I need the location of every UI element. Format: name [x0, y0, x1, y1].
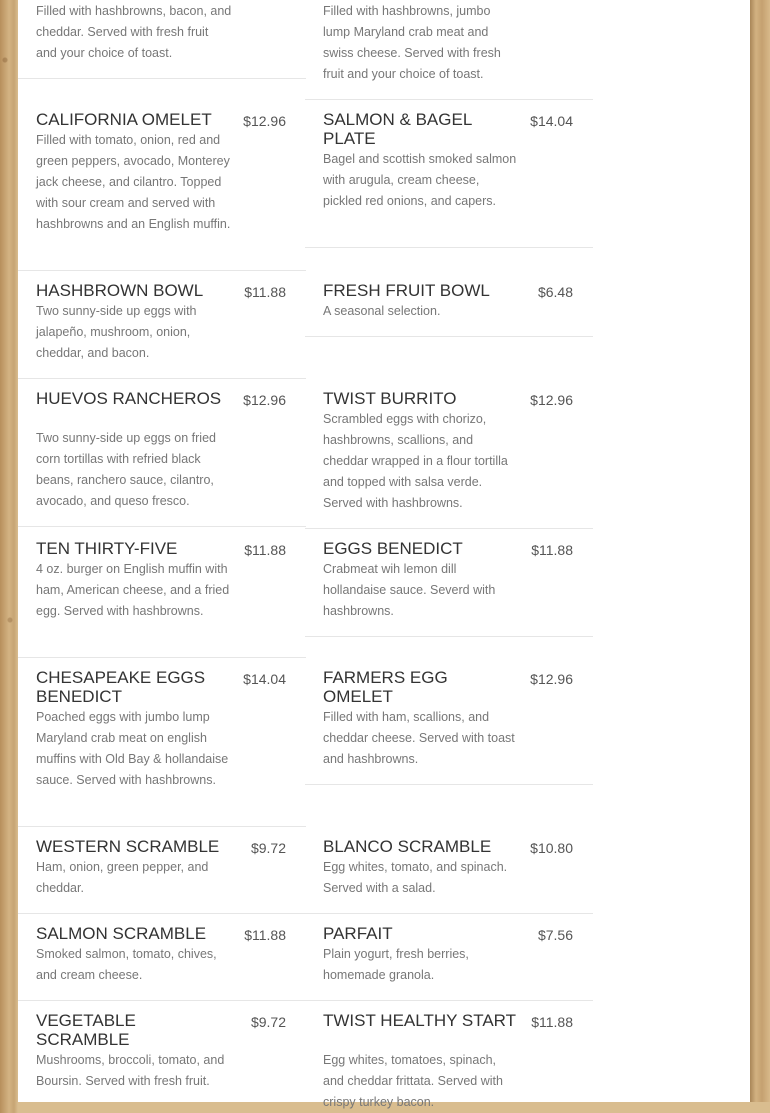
menu-item — [18, 658, 306, 827]
item-price: $12.96 — [530, 392, 573, 408]
item-price: $9.72 — [250, 840, 286, 856]
menu-item — [305, 248, 593, 337]
item-description: Crabmeat wih lemon dill hollandaise sauce. Severd with hashbrowns. — [323, 562, 496, 618]
item-description: Filled with hashbrowns, bacon, and cheddar. Served with fresh fruit and your choice of toast. — [36, 4, 232, 60]
item-description: 4 oz. burger on English muffin with ham, American cheese, and a fried egg. Served with hashbrowns. — [36, 562, 230, 618]
menu-item — [18, 827, 306, 914]
menu-item — [18, 0, 306, 79]
item-description: Filled with hashbrowns, jumbo lump Maryland crab meat and swiss cheese. Served with fresh fruit and your choice of toast. — [323, 4, 501, 81]
item-name: TWIST HEALTHY START — [323, 1011, 517, 1030]
item-description: Ham, onion, green pepper, and cheddar. — [36, 860, 209, 895]
menu-item — [305, 0, 593, 100]
item-name: WESTERN SCRAMBLE — [36, 837, 220, 856]
menu-item — [305, 914, 593, 1001]
menu-item — [305, 100, 593, 248]
item-name: EGGS BENEDICT — [323, 539, 463, 558]
item-description: Two sunny-side up eggs with jalapeño, mushroom, onion, cheddar, and bacon. — [36, 304, 197, 360]
menu-item — [305, 337, 593, 529]
menu-item — [305, 637, 593, 785]
item-name: BLANCO SCRAMBLE — [323, 837, 492, 856]
item-name: FRESH FRUIT BOWL — [323, 281, 490, 300]
item-description: Scrambled eggs with chorizo, hashbrowns, scallions, and cheddar wrapped in a flour tortilla and topped with salsa verde. Served with hashbrowns. — [323, 412, 508, 510]
item-price: $10.80 — [530, 840, 573, 856]
item-description: Poached eggs with jumbo lump Maryland crab meat on english muffins with Old Bay & hollandaise sauce. Served with hashbrowns. — [36, 710, 229, 787]
item-description: Filled with tomato, onion, red and green peppers, avocado, Monterey jack cheese, and cilantro. Topped with sour cream and served with hashbrowns and an English muffin. — [36, 133, 231, 231]
item-description: Smoked salmon, tomato, chives, and cream cheese. — [36, 947, 217, 982]
item-price: $7.56 — [537, 927, 573, 943]
item-name: SALMON SCRAMBLE — [36, 924, 207, 943]
item-price: $14.04 — [243, 671, 286, 687]
item-description: Bagel and scottish smoked salmon with arugula, cream cheese, pickled red onions, and capers. — [323, 152, 517, 208]
item-name: HASHBROWN BOWL — [36, 281, 204, 300]
menu-item — [305, 529, 593, 637]
item-description: Mushrooms, broccoli, tomato, and Boursin. Served with fresh fruit. — [36, 1053, 225, 1088]
item-name: CHESAPEAKE EGGS BENEDICT — [36, 668, 206, 706]
item-description: Plain yogurt, fresh berries, homemade granola. — [323, 947, 469, 982]
item-price: $11.88 — [244, 927, 286, 943]
item-price: $6.48 — [537, 284, 573, 300]
menu-panel — [18, 0, 750, 1109]
item-name: PARFAIT — [323, 924, 393, 943]
item-name: SALMON & BAGEL PLATE — [323, 110, 472, 148]
item-price: $11.88 — [244, 284, 286, 300]
menu-item — [305, 1001, 593, 1109]
item-name: VEGETABLE SCRAMBLE — [36, 1011, 136, 1049]
item-description: Two sunny-side up eggs on fried corn tortillas with refried black beans, ranchero sauce, cilantro, avocado, and queso fresco. — [36, 431, 216, 508]
item-price: $9.72 — [250, 1014, 286, 1030]
item-description: Filled with ham, scallions, and cheddar cheese. Served with toast and hashbrowns. — [323, 710, 515, 766]
item-name: HUEVOS RANCHEROS — [36, 389, 222, 408]
menu-item — [18, 1001, 306, 1102]
item-name: FARMERS EGG OMELET — [323, 668, 448, 706]
item-name: TWIST BURRITO — [323, 389, 457, 408]
item-name: TEN THIRTY-FIVE — [36, 539, 178, 558]
item-price: $11.88 — [244, 542, 286, 558]
item-price: $11.88 — [531, 1014, 573, 1030]
item-description: A seasonal selection. — [323, 304, 441, 318]
item-price: $14.04 — [530, 113, 573, 129]
background-wood-strip — [750, 0, 770, 1102]
item-name: CALIFORNIA OMELET — [36, 110, 212, 129]
menu-item — [18, 79, 306, 271]
item-price: $12.96 — [243, 113, 286, 129]
menu-item — [18, 527, 306, 658]
item-price: $12.96 — [530, 671, 573, 687]
menu-item — [18, 271, 306, 379]
item-description: Egg whites, tomato, and spinach. Served with a salad. — [323, 860, 508, 895]
item-description: Egg whites, tomatoes, spinach, and cheddar frittata. Served with crispy turkey bacon. — [323, 1053, 503, 1109]
item-price: $12.96 — [243, 392, 286, 408]
menu-item — [18, 914, 306, 1001]
menu-item — [305, 785, 593, 914]
menu-item — [18, 379, 306, 527]
item-price: $11.88 — [531, 542, 573, 558]
